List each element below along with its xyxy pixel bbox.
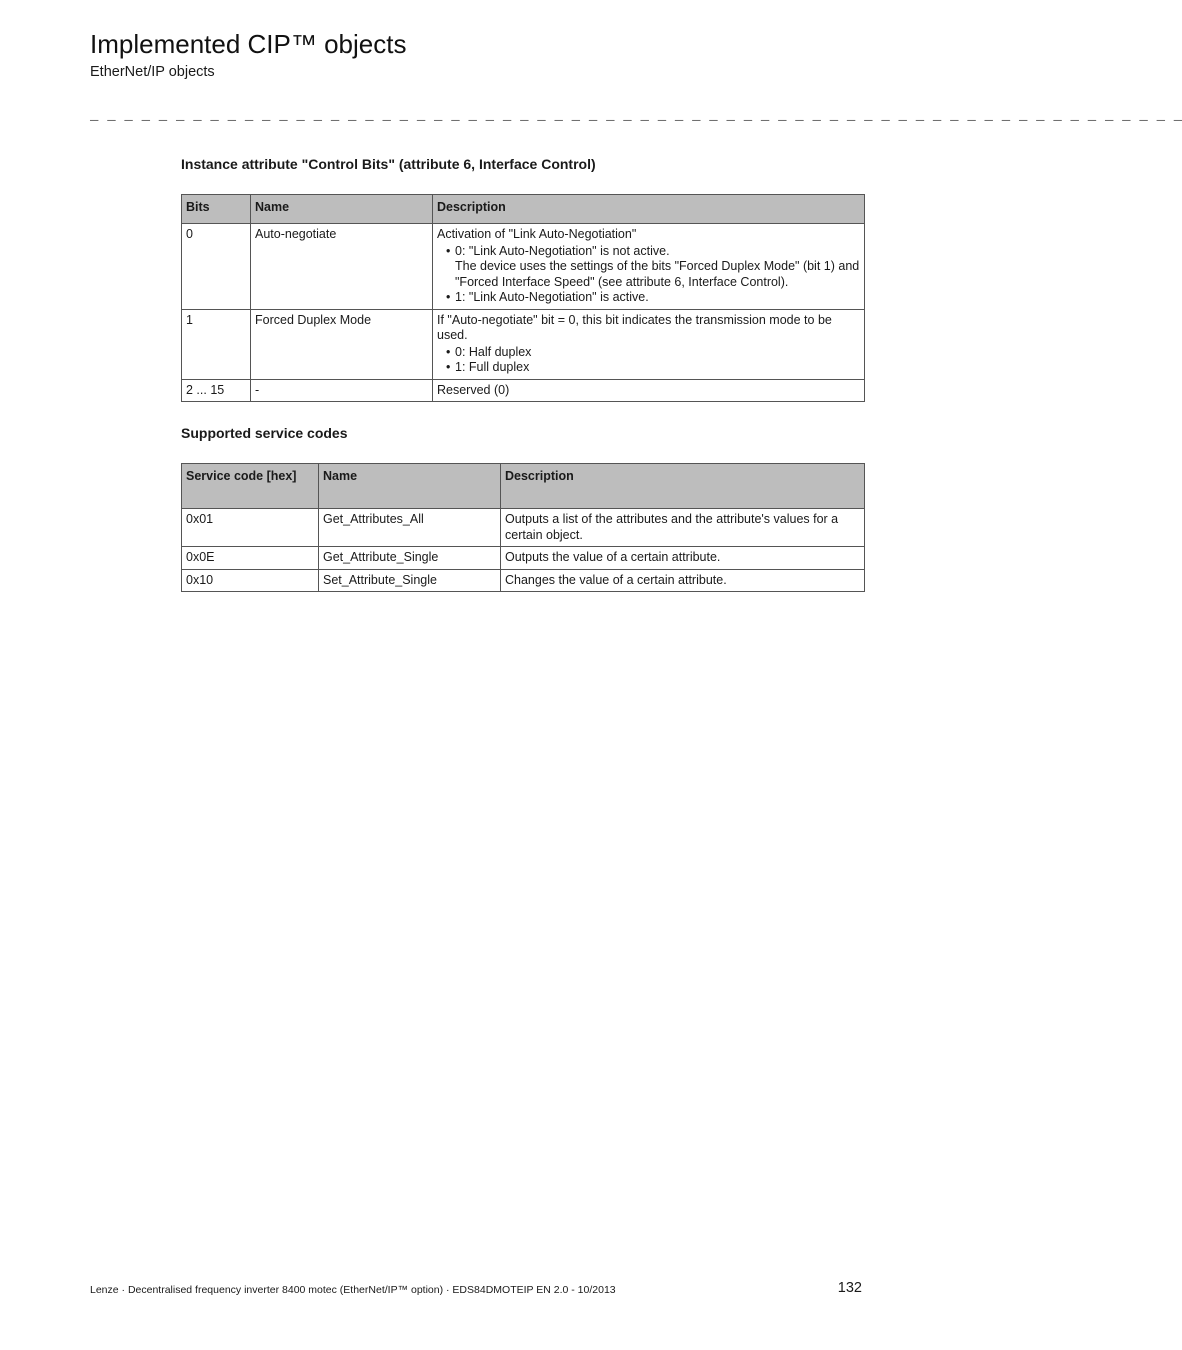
bullet-text: 0: Half duplex (455, 344, 532, 359)
table-row (182, 309, 865, 379)
cell-description (433, 224, 865, 310)
cell-description: Reserved (0) (433, 379, 865, 402)
column-header-bits: Bits (182, 195, 251, 224)
service-codes-table (181, 463, 865, 592)
cell-service-code: 0x10 (182, 569, 319, 592)
table-row (182, 379, 865, 402)
cell-name: Get_Attribute_Single (319, 547, 501, 570)
page-number: 132 (837, 1280, 862, 1296)
list-item (437, 345, 860, 361)
footer-text: Lenze · Decentralised frequency inverter 8400 motec (EtherNet/IP™ option) · EDS84DMOTEIP EN 2.0 - 10/2013 (90, 1284, 616, 1296)
cell-bits: 2 ... 15 (182, 379, 251, 402)
cell-service-code: 0x01 (182, 509, 319, 547)
table-row (182, 547, 865, 570)
section-heading-service-codes: Supported service codes (181, 425, 348, 441)
cell-bits: 0 (182, 224, 251, 310)
table-row (182, 509, 865, 547)
page-subtitle: EtherNet/IP objects (90, 64, 215, 80)
cell-name: Set_Attribute_Single (319, 569, 501, 592)
header-dashed-rule: _ _ _ _ _ _ _ _ _ _ _ _ _ _ _ _ _ _ _ _ _ _ _ _ _ _ _ _ _ _ _ _ _ _ _ _ _ _ _ _ _ _ _ _ _ _ _ _ _ _ _ _ _ _ _ _ _ _ _ _ _ _ _ _ (90, 108, 1182, 124)
cell-name: Auto-negotiate (251, 224, 433, 310)
column-header-name: Name (251, 195, 433, 224)
cell-description: Changes the value of a certain attribute. (501, 569, 865, 592)
bullet-text: 1: Full duplex (455, 360, 530, 374)
cell-bits: 1 (182, 309, 251, 379)
column-header-name: Name (319, 464, 501, 509)
cell-name: Forced Duplex Mode (251, 309, 433, 379)
control-bits-table (181, 194, 865, 402)
bullet-text: 1: "Link Auto-Negotiation" is active. (455, 290, 649, 304)
table-header-row (182, 195, 865, 224)
list-item (437, 290, 860, 306)
table-row (182, 224, 865, 310)
table-row (182, 569, 865, 592)
table-header-row (182, 464, 865, 509)
cell-name: - (251, 379, 433, 402)
page-title: Implemented CIP™ objects (90, 29, 407, 59)
bullet-text: 0: "Link Auto-Negotiation" is not active. (455, 243, 670, 258)
cell-description (433, 309, 865, 379)
cell-description: Outputs the value of a certain attribute. (501, 547, 865, 570)
list-item (437, 360, 860, 376)
cell-description: Outputs a list of the attributes and the attribute's values for a certain object. (501, 509, 865, 547)
column-header-description: Description (433, 195, 865, 224)
description-intro: If "Auto-negotiate" bit = 0, this bit indicates the transmission mode to be used. (437, 312, 832, 342)
cell-service-code: 0x0E (182, 547, 319, 570)
description-intro: Activation of "Link Auto-Negotiation" (437, 227, 637, 241)
cell-name: Get_Attributes_All (319, 509, 501, 547)
list-item (437, 244, 860, 291)
column-header-description: Description (501, 464, 865, 509)
column-header-service-code: Service code [hex] (182, 464, 319, 509)
bullet-continuation: The device uses the settings of the bits "Forced Duplex Mode" (bit 1) and "Forced Interface Speed" (see attribute 6, Interface Control). (455, 259, 860, 289)
section-heading-control-bits: Instance attribute "Control Bits" (attribute 6, Interface Control) (181, 156, 596, 172)
